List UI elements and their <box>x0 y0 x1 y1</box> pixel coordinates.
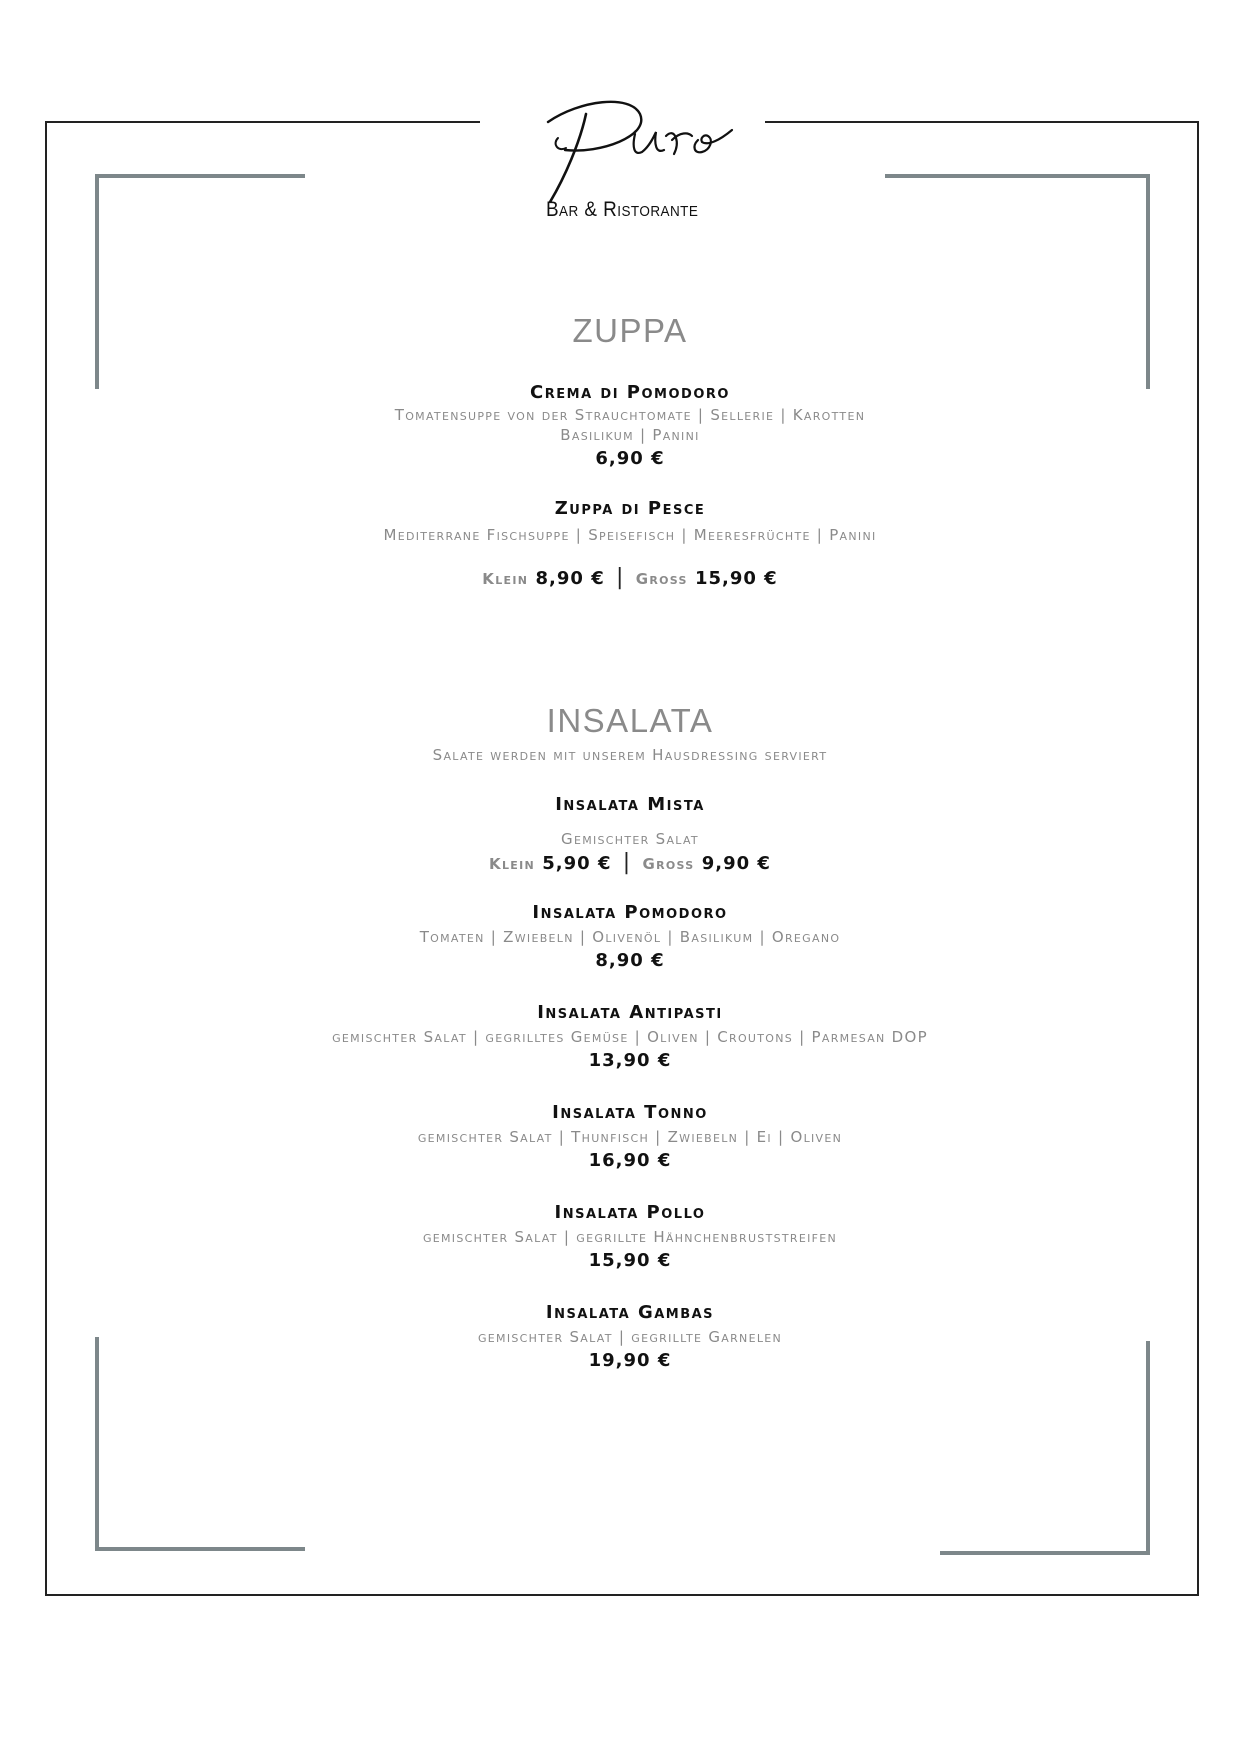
price-large: 15,90 € <box>694 568 778 589</box>
price-small: 8,90 € <box>535 568 605 589</box>
price-small: 5,90 € <box>542 853 612 874</box>
item-price: 6,90 € <box>595 448 665 469</box>
item-description: Basilikum | Panini <box>560 426 700 444</box>
item-name: Zuppa di Pesce <box>554 498 706 519</box>
corner-top-left <box>95 174 99 389</box>
section-title-zuppa: ZUPPA <box>572 312 688 349</box>
price-large: 9,90 € <box>701 853 771 874</box>
item-description: Mediterrane Fischsuppe | Speisefisch | Meeresfrüchte | Panini <box>383 526 877 544</box>
item-price-sizes <box>160 850 1100 875</box>
item-name: Insalata Mista <box>555 794 705 815</box>
item-name: Insalata Gambas <box>545 1302 715 1323</box>
corner-bottom-right <box>1146 1341 1150 1555</box>
item-price-sizes <box>160 565 1100 590</box>
section-title-insalata: INSALATA <box>546 702 714 739</box>
menu-content <box>160 0 1100 1754</box>
size-label-large: Gross <box>635 570 688 588</box>
item-price: 15,90 € <box>588 1250 672 1271</box>
item-price: 8,90 € <box>595 950 665 971</box>
corner-top-right <box>1146 174 1150 389</box>
item-description: gemischter Salat | gegrilltes Gemüse | Oliven | Croutons | Parmesan DOP <box>332 1028 928 1046</box>
item-price: 19,90 € <box>588 1350 672 1371</box>
item-description: gemischter Salat | Thunfisch | Zwiebeln | Ei | Oliven <box>417 1128 843 1146</box>
item-description: gemischter Salat | gegrillte Garnelen <box>477 1328 783 1346</box>
item-name: Insalata Pomodoro <box>532 902 728 923</box>
item-price: 16,90 € <box>588 1150 672 1171</box>
item-name: Insalata Antipasti <box>537 1002 723 1023</box>
item-description: Tomatensuppe von der Strauchtomate | Sellerie | Karotten <box>394 406 866 424</box>
item-name: Crema di Pomodoro <box>530 382 730 403</box>
item-description: gemischter Salat | gegrillte Hähnchenbruststreifen <box>422 1228 838 1246</box>
item-name: Insalata Pollo <box>554 1202 706 1223</box>
price-separator: | <box>616 565 625 590</box>
size-label-large: Gross <box>642 855 695 873</box>
item-description: Tomaten | Zwiebeln | Olivenöl | Basilikum | Oregano <box>419 928 841 946</box>
item-description: Gemischter Salat <box>561 830 699 848</box>
size-label-small: Klein <box>489 855 535 873</box>
section-subtitle: Salate werden mit unserem Hausdressing serviert <box>432 746 828 764</box>
item-price: 13,90 € <box>588 1050 672 1071</box>
price-separator: | <box>622 850 632 875</box>
corner-bottom-left <box>95 1337 99 1551</box>
logo-subtitle: Bar & Ristorante <box>546 198 699 221</box>
item-name: Insalata Tonno <box>552 1102 708 1123</box>
size-label-small: Klein <box>482 570 529 588</box>
